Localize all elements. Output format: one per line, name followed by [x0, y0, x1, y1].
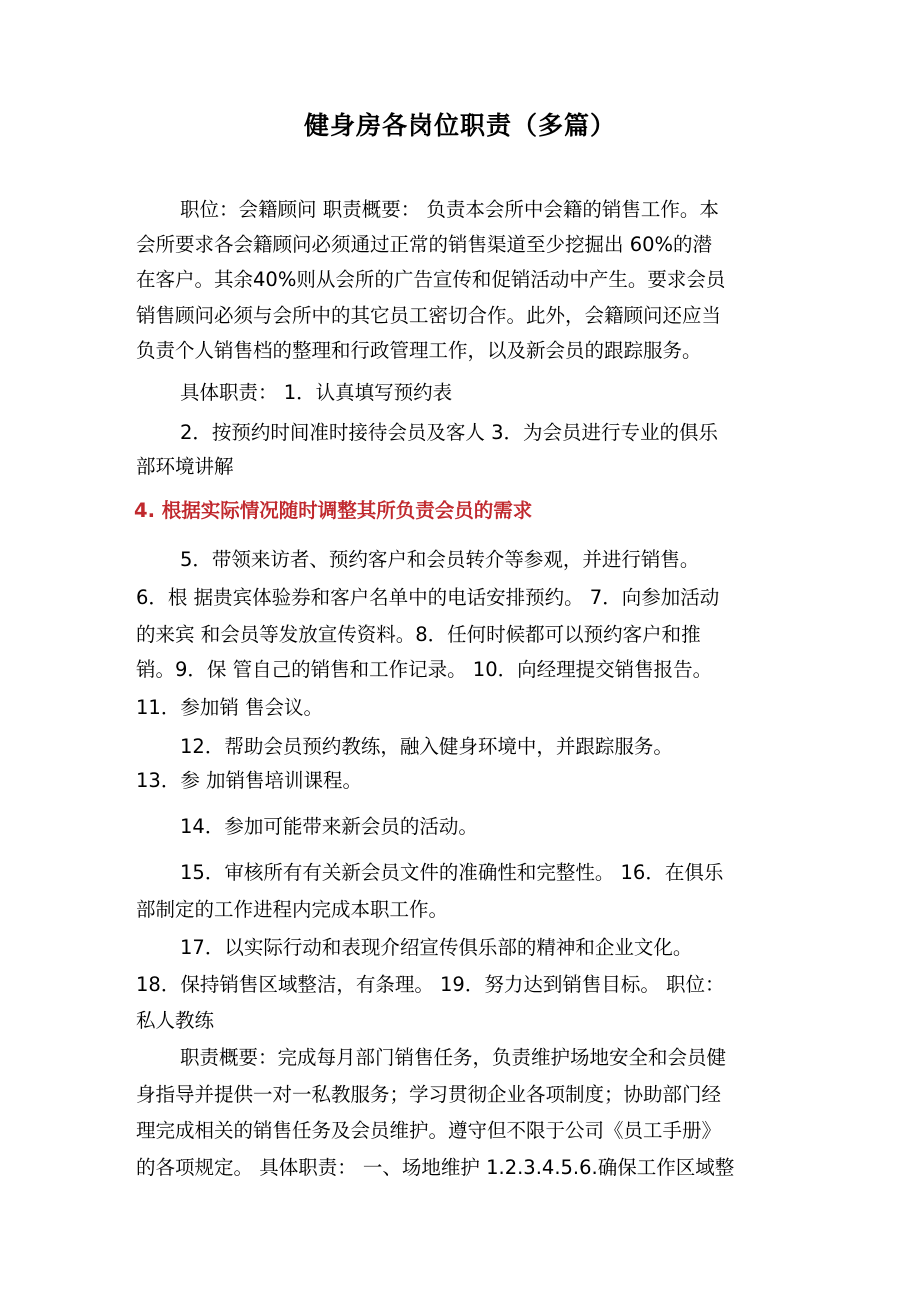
paragraph-line: 销。9．保 管自己的销售和工作记录。 10．向经理提交销售报告。	[136, 658, 713, 681]
paragraph-line: 14．参加可能带来新会员的活动。	[180, 815, 478, 838]
page-title: 健身房各岗位职责（多篇）	[303, 111, 616, 140]
paragraph-line: 私人教练	[136, 1009, 215, 1032]
paragraph-line: 部环境讲解	[136, 455, 234, 478]
paragraph-line: 18．保持销售区域整洁，有条理。 19．努力达到销售目标。 职位：	[136, 973, 725, 996]
paragraph-line: 13．参 加销售培训课程。	[136, 769, 363, 792]
paragraph-line: 理完成相关的销售任务及会员维护。遵守但不限于公司《员工手册》	[136, 1119, 722, 1142]
paragraph-line: 会所要求各会籍顾问必须通过正常的销售渠道至少挖掘出 60%的潜	[136, 233, 713, 256]
paragraph-line: 的来宾 和会员等发放宣传资料。8．任何时候都可以预约客户和推	[136, 623, 701, 646]
paragraph-line: 11．参加销 售会议。	[136, 696, 324, 719]
paragraph-line: 销售顾问必须与会所中的其它员工密切合作。此外，会籍顾问还应当	[136, 304, 722, 327]
paragraph-line: 具体职责： 1．认真填写预约表	[180, 381, 453, 404]
paragraph-line: 6．根 据贵宾体验券和客户名单中的电话安排预约。 7．向参加活动	[136, 586, 720, 609]
paragraph-line: 的各项规定。 具体职责： 一、场地维护 1.2.3.4.5.6.确保工作区域整	[136, 1156, 735, 1179]
paragraph-line: 15．审核所有有关新会员文件的准确性和完整性。 16．在俱乐	[180, 861, 724, 884]
paragraph-line: 身指导并提供一对一私教服务；学习贯彻企业各项制度；协助部门经	[136, 1083, 722, 1106]
paragraph-line: 部制定的工作进程内完成本职工作。	[136, 898, 449, 921]
paragraph-line: 职位：会籍顾问 职责概要： 负责本会所中会籍的销售工作。本	[180, 198, 719, 221]
paragraph-line: 17．以实际行动和表现介绍宣传俱乐部的精神和企业文化。	[180, 936, 693, 959]
paragraph-line: 5．带领来访者、预约客户和会员转介等参观，并进行销售。	[180, 548, 700, 571]
paragraph-line: 在客户。其余40%则从会所的广告宣传和促销活动中产生。要求会员	[136, 268, 726, 291]
paragraph-line: 职责概要：完成每月部门销售任务，负责维护场地安全和会员健	[180, 1046, 727, 1069]
paragraph-line: 12．帮助会员预约教练，融入健身环境中，并跟踪服务。	[180, 735, 673, 758]
highlighted-heading: 4. 根据实际情况随时调整其所负责会员的需求	[134, 499, 533, 522]
paragraph-line: 负责个人销售档的整理和行政管理工作，以及新会员的跟踪服务。	[136, 339, 702, 362]
paragraph-line: 2．按预约时间准时接待会员及客人 3．为会员进行专业的俱乐	[180, 421, 719, 444]
